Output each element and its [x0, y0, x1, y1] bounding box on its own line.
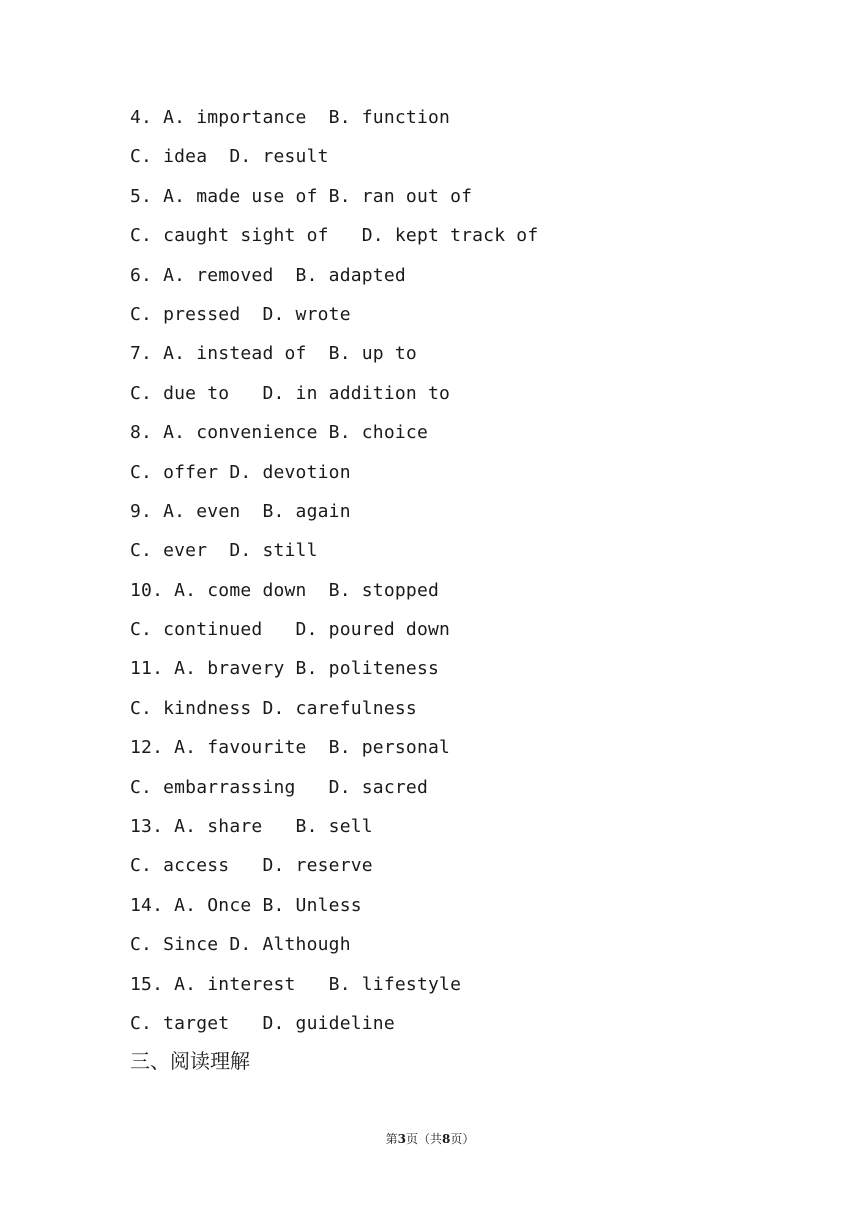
option-line-q15-cd: C. target D. guideline	[130, 1012, 395, 1034]
question-options-list	[130, 105, 770, 1050]
option-line-q5-ab: 5. A. made use of B. ran out of	[130, 185, 473, 207]
option-line-q4-cd: C. idea D. result	[130, 146, 329, 168]
option-line-q6-ab: 6. A. removed B. adapted	[130, 264, 406, 286]
option-line-q5-cd: C. caught sight of D. kept track of	[130, 225, 539, 247]
footer-prefix: 第	[385, 1132, 398, 1146]
option-line-q14-ab: 14. A. Once B. Unless	[130, 894, 362, 916]
page-footer	[0, 1130, 860, 1148]
option-line-q11-cd: C. kindness D. carefulness	[130, 697, 417, 719]
option-line-q10-cd: C. continued D. poured down	[130, 619, 451, 641]
option-line-q6-cd: C. pressed D. wrote	[130, 303, 351, 325]
option-line-q13-cd: C. access D. reserve	[130, 855, 373, 877]
option-line-q8-ab: 8. A. convenience B. choice	[130, 422, 428, 444]
option-line-q4-ab: 4. A. importance B. function	[130, 107, 451, 128]
section-heading: 三、阅读理解	[130, 1049, 250, 1073]
option-line-q9-ab: 9. A. even B. again	[130, 500, 351, 522]
footer-middle: 页（共	[405, 1132, 442, 1146]
footer-page-number: 3	[397, 1132, 406, 1146]
option-line-q9-cd: C. ever D. still	[130, 540, 318, 562]
option-line-q15-ab: 15. A. interest B. lifestyle	[130, 973, 462, 995]
footer-total-pages: 8	[442, 1132, 451, 1146]
option-line-q12-cd: C. embarrassing D. sacred	[130, 776, 428, 798]
option-line-q7-cd: C. due to D. in addition to	[130, 382, 451, 404]
option-line-q11-ab: 11. A. bravery B. politeness	[130, 658, 440, 680]
footer-suffix: 页）	[450, 1132, 475, 1146]
option-line-q14-cd: C. Since D. Although	[130, 934, 351, 956]
option-line-q13-ab: 13. A. share B. sell	[130, 816, 373, 838]
option-line-q8-cd: C. offer D. devotion	[130, 461, 351, 483]
option-line-q7-ab: 7. A. instead of B. up to	[130, 343, 417, 365]
option-line-q10-ab: 10. A. come down B. stopped	[130, 579, 440, 601]
option-line-q12-ab: 12. A. favourite B. personal	[130, 737, 451, 759]
